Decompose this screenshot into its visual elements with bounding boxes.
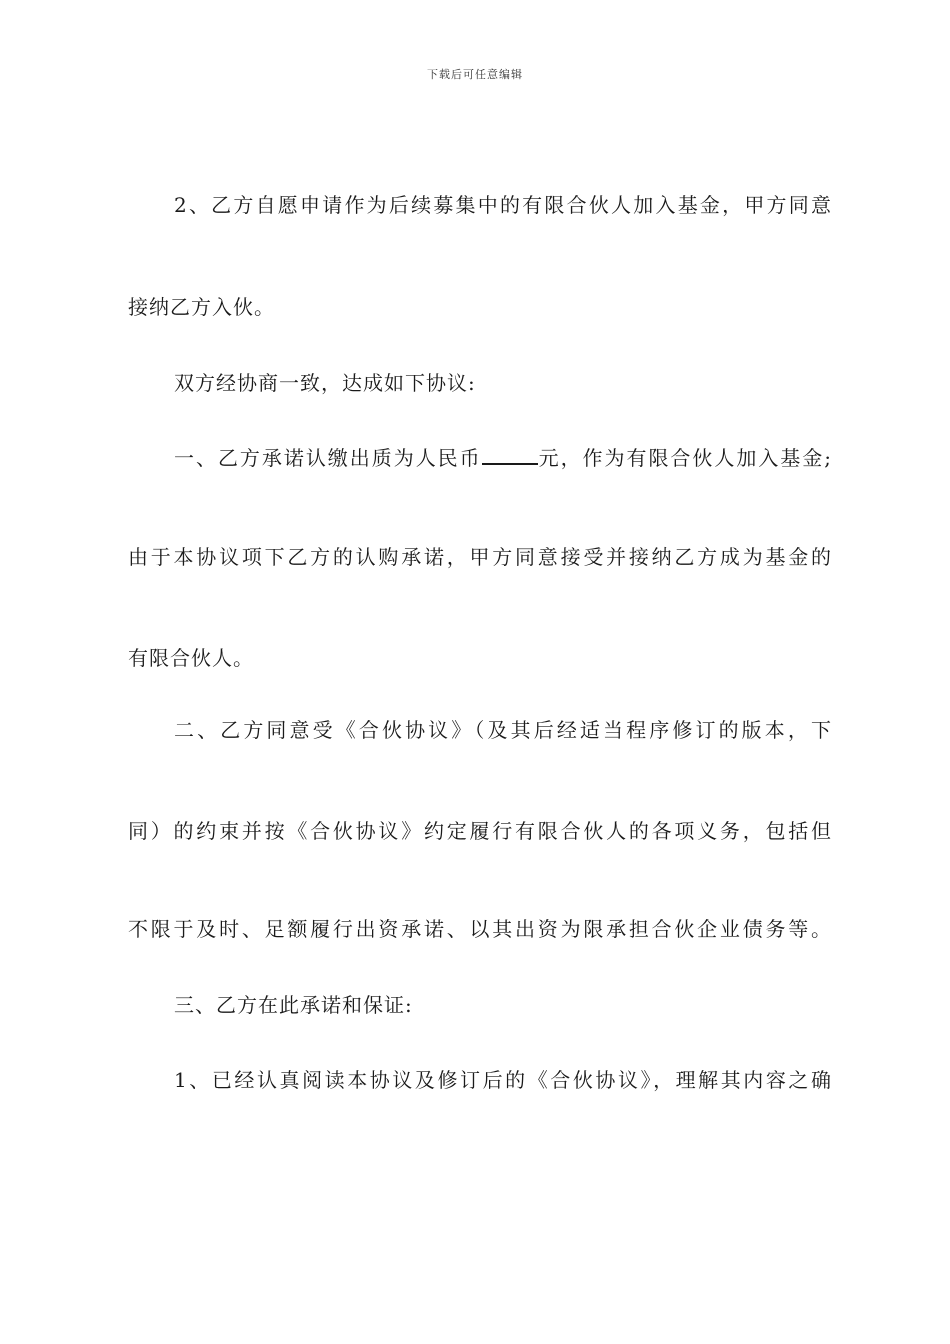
- clause-text: 一、乙方承诺认缴出质为人民币: [174, 446, 482, 470]
- clause-text: 元，作为有限合伙人加入基金;: [537, 446, 832, 470]
- paragraph-line: 不限于及时、足额履行出资承诺、以其出资为限承担合伙企业债务等。: [128, 917, 832, 941]
- paragraph-line: 由于本协议项下乙方的认购承诺，甲方同意接受并接纳乙方成为基金的: [128, 545, 832, 569]
- paragraph-line: 1、已经认真阅读本协议及修订后的《合伙协议》，理解其内容之确: [174, 1068, 832, 1092]
- paragraph-line: 2、乙方自愿申请作为后续募集中的有限合伙人加入基金，甲方同意: [174, 193, 832, 217]
- paragraph-line: 接纳乙方入伙。: [128, 295, 275, 319]
- paragraph-line: 三、乙方在此承诺和保证:: [174, 993, 413, 1017]
- paragraph-line: 有限合伙人。: [128, 646, 254, 670]
- page-header: 下载后可任意编辑: [427, 68, 523, 81]
- paragraph-line: 双方经协商一致，达成如下协议:: [174, 371, 476, 395]
- paragraph-line: 二、乙方同意受《合伙协议》（及其后经适当程序修订的版本，下: [174, 718, 832, 742]
- paragraph-line: [174, 441, 832, 473]
- paragraph-line: 同）的约束并按《合伙协议》约定履行有限合伙人的各项义务，包括但: [128, 819, 832, 843]
- amount-blank: [482, 441, 538, 465]
